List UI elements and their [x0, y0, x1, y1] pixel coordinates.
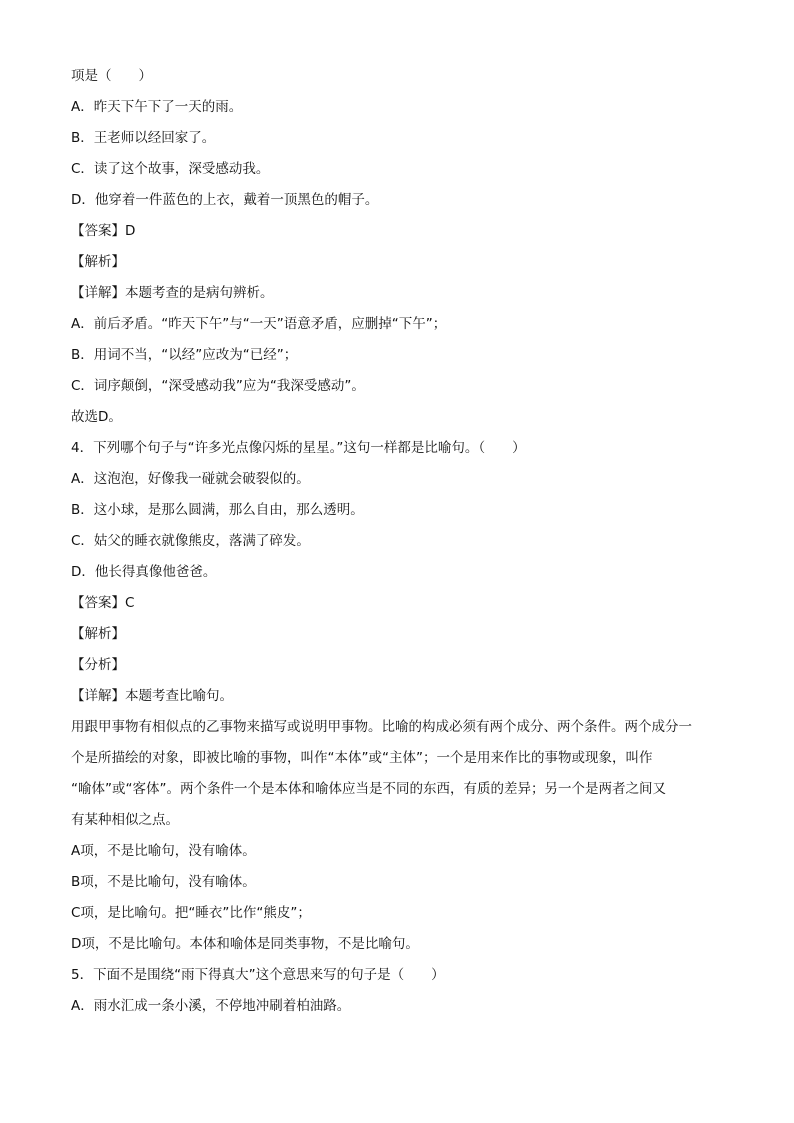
q4-analysis-sub: 【分析】	[71, 657, 125, 673]
q3-detail-b: B．用词不当，“以经”应改为“已经”；	[71, 347, 298, 363]
q4-detail: 【详解】本题考查比喻句。	[71, 688, 233, 704]
q4-explanation-line-4: 有某种相似之点。	[71, 812, 179, 828]
q4-option-d: D．他长得真像他爸爸。	[71, 564, 217, 580]
q3-detail-c: C．词序颠倒，“深受感动我”应为“我深受感动”。	[71, 378, 365, 394]
q4-analysis-heading: 【解析】	[71, 626, 125, 642]
q3-option-b: B．王老师以经回家了。	[71, 130, 216, 146]
q4-answer: 【答案】C	[71, 595, 135, 611]
question-5-stem: 5．下面不是围绕“雨下得真大”这个意思来写的句子是（ ）	[71, 967, 445, 983]
q4-item-c: C项，是比喻句。把“睡衣”比作“熊皮”；	[71, 905, 311, 921]
q3-answer: 【答案】D	[71, 223, 136, 239]
q3-analysis-heading: 【解析】	[71, 254, 125, 270]
q4-option-a: A．这泡泡，好像我一碰就会破裂似的。	[71, 471, 310, 487]
q3-option-a: A．昨天下午下了一天的雨。	[71, 99, 243, 115]
q4-explanation-line-1: 用跟甲事物有相似点的乙事物来描写或说明甲事物。比喻的构成必须有两个成分、两个条件。两个成分一	[71, 719, 692, 735]
q3-detail: 【详解】本题考查的是病句辨析。	[71, 285, 274, 301]
q3-detail-a: A．前后矛盾。“昨天下午”与“一天”语意矛盾，应删掉“下午”；	[71, 316, 447, 332]
q4-option-c: C．姑父的睡衣就像熊皮，落满了碎发。	[71, 533, 310, 549]
q3-option-d: D．他穿着一件蓝色的上衣，戴着一顶黑色的帽子。	[71, 192, 379, 208]
q3-conclusion: 故选D。	[71, 409, 122, 425]
q4-explanation-line-2: 个是所描绘的对象，即被比喻的事物，叫作“本体”或“主体”；一个是用来作比的事物或现象，叫作	[71, 750, 653, 766]
q4-item-b: B项，不是比喻句，没有喻体。	[71, 874, 256, 890]
q4-item-d: D项，不是比喻句。本体和喻体是同类事物，不是比喻句。	[71, 936, 419, 952]
q5-option-a: A．雨水汇成一条小溪，不停地冲刷着柏油路。	[71, 998, 351, 1014]
question-3-stem-tail: 项是（ ）	[71, 68, 152, 84]
question-4-stem: 4．下列哪个句子与“许多光点像闪烁的星星。”这句一样都是比喻句。（ ）	[71, 440, 526, 456]
q4-item-a: A项，不是比喻句，没有喻体。	[71, 843, 256, 859]
q4-option-b: B．这小球，是那么圆满，那么自由，那么透明。	[71, 502, 364, 518]
q4-explanation-line-3: “喻体”或“客体”。两个条件一个是本体和喻体应当是不同的东西，有质的差异；另一个是两者之间又	[71, 781, 666, 797]
q3-option-c: C．读了这个故事，深受感动我。	[71, 161, 270, 177]
